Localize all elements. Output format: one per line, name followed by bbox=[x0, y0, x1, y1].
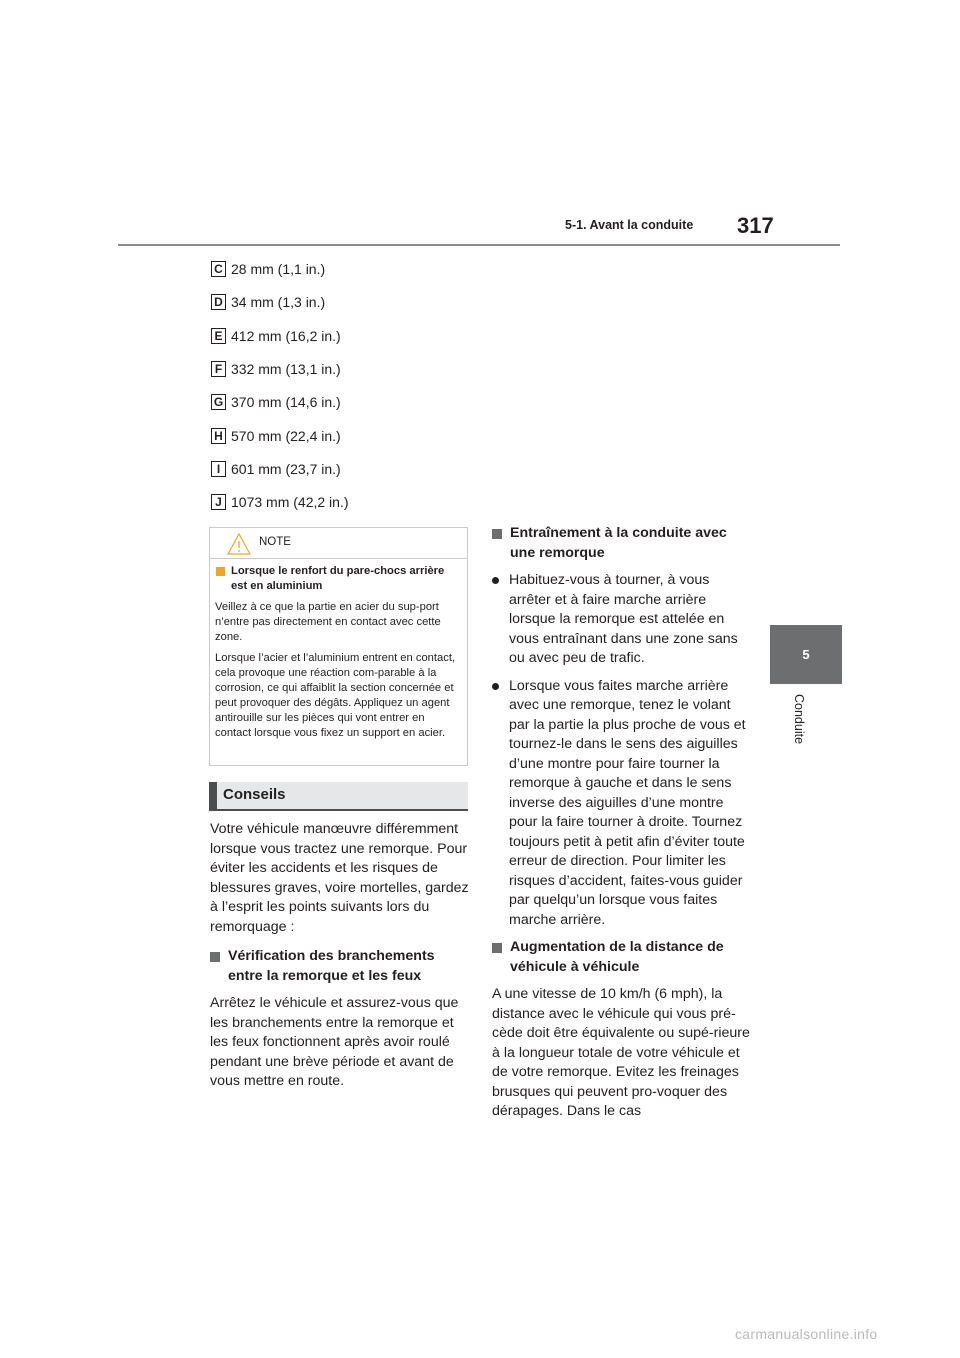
note-box bbox=[209, 527, 468, 766]
measurement-value: 34 mm (1,3 in.) bbox=[231, 294, 326, 310]
chapter-label: Conduite bbox=[792, 694, 806, 745]
distance-title: Augmentation de la distance de véhicule à véhicule bbox=[510, 939, 724, 975]
letter-marker: C bbox=[211, 261, 226, 277]
list-item-text: Habituez-vous à tourner, à vous arrêter et à faire marche arrière lorsque la remorque est attelée en vous entraînant dans une zone sans ou avec peu de trafic. bbox=[509, 572, 738, 666]
square-bullet-icon bbox=[216, 567, 225, 576]
measurement-item bbox=[211, 361, 341, 377]
verification-title: Vérification des branchements entre la remorque et les feux bbox=[228, 948, 435, 984]
list-item bbox=[492, 571, 754, 669]
verification-heading bbox=[210, 947, 470, 986]
conseils-heading bbox=[209, 782, 468, 811]
list-item-text: Lorsque vous faites marche arrière avec une remorque, tenez le volant par la partie la plus proche de vous et tournez-le dans le sens des aiguilles d’une montre pour faire tourner la remorque à gauche et dans le sens inverse des aiguilles d’une montre pour la faire tourner à droite. Tournez toujours petit à petit afin d’éviter toute erreur de direction. Pour limiter les risques d’accident, faites-vous guider par quelqu’un lorsque vous faites marche arrière. bbox=[509, 677, 746, 928]
list-item bbox=[492, 677, 754, 931]
note-title: NOTE bbox=[259, 536, 291, 548]
measurement-value: 370 mm (14,6 in.) bbox=[231, 394, 341, 410]
letter-marker: G bbox=[211, 394, 226, 410]
conseils-title: Conseils bbox=[223, 786, 286, 803]
square-bullet-icon bbox=[492, 943, 502, 953]
bullet-icon bbox=[492, 577, 499, 584]
training-heading bbox=[492, 524, 754, 563]
square-bullet-icon bbox=[492, 529, 502, 539]
left-column bbox=[210, 820, 470, 1092]
measurement-value: 601 mm (23,7 in.) bbox=[231, 461, 341, 477]
measurement-item bbox=[211, 394, 341, 410]
distance-heading bbox=[492, 938, 754, 977]
header-divider bbox=[118, 244, 840, 246]
warning-icon bbox=[227, 533, 251, 555]
measurement-item bbox=[211, 294, 325, 310]
measurement-value: 28 mm (1,1 in.) bbox=[231, 261, 326, 277]
section-title: 5-1. Avant la conduite bbox=[565, 218, 694, 232]
note-subheading bbox=[215, 564, 461, 594]
measurement-item bbox=[211, 428, 341, 444]
measurement-item bbox=[211, 461, 341, 477]
measurement-value: 1073 mm (42,2 in.) bbox=[231, 494, 349, 510]
letter-marker: E bbox=[211, 328, 226, 344]
conseils-intro: Votre véhicule manœuvre différemment lorsque vous tractez une remorque. Pour éviter les accidents et les risques de blessures graves, voire mortelles, gardez à l’esprit les points suivants lors du remorquage : bbox=[210, 821, 469, 935]
note-subheading-text: Lorsque le renfort du pare-chocs arrière est en aluminium bbox=[231, 565, 445, 592]
note-paragraph: Veillez à ce que la partie en acier du sup-port n’entre pas directement en contact avec cette zone. bbox=[215, 601, 441, 643]
bullet-icon bbox=[492, 683, 499, 690]
right-column bbox=[492, 524, 754, 1122]
chapter-tab[interactable]: 5 bbox=[770, 625, 842, 684]
letter-marker: J bbox=[211, 494, 226, 510]
page-number: 317 bbox=[737, 213, 774, 238]
measurement-value: 332 mm (13,1 in.) bbox=[231, 361, 341, 377]
letter-marker: I bbox=[211, 461, 226, 477]
note-header bbox=[210, 528, 467, 559]
note-paragraph: Lorsque l’acier et l’aluminium entrent en contact, cela provoque une réaction com-parable à la corrosion, ce qui affaiblit la section concernée et peut provoquer des dégâts. Appliquez un agent antirouille sur les pièces qui vont entrer en contact lorsque vous fixez un support en acier. bbox=[215, 652, 456, 739]
verification-text: Arrêtez le véhicule et assurez-vous que les branchements entre la remorque et les feux fonctionnent après avoir roulé pendant une brève période et avant de vous mettre en route. bbox=[210, 995, 459, 1089]
distance-text: A une vitesse de 10 km/h (6 mph), la distance avec le véhicule qui vous pré-cède doit être équivalente ou supé-rieure à la longueur totale de votre véhicule et de votre remorque. Evitez les freinages brusques qui peuvent pro-voquer des dérapages. Dans le cas bbox=[492, 986, 750, 1119]
training-title: Entraînement à la conduite avec une remorque bbox=[510, 525, 727, 561]
watermark-logo[interactable]: carmanualsonline.info bbox=[735, 1326, 878, 1342]
letter-marker: F bbox=[211, 361, 226, 377]
measurement-item bbox=[211, 328, 341, 344]
measurement-value: 570 mm (22,4 in.) bbox=[231, 428, 341, 444]
measurement-value: 412 mm (16,2 in.) bbox=[231, 328, 341, 344]
letter-marker: H bbox=[211, 428, 226, 444]
square-bullet-icon bbox=[210, 952, 220, 962]
letter-marker: D bbox=[211, 294, 226, 310]
measurement-item bbox=[211, 261, 325, 277]
measurement-item bbox=[211, 494, 349, 510]
